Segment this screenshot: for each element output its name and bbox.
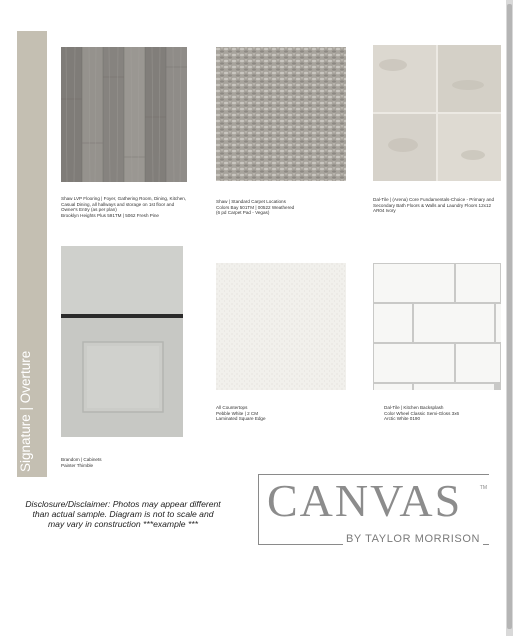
sidebar-label: Signature | Overture [18, 350, 33, 472]
vertical-scrollbar[interactable] [506, 0, 513, 636]
floor-tile-swatch [373, 45, 501, 181]
logo-byline: BY TAYLOR MORRISON [343, 533, 483, 545]
countertops-caption: All Countertops Pebble White | 2 CM Laminated Square Edge [216, 405, 266, 422]
disclaimer-text: Disclosure/Disclaimer: Photos may appear different than actual sample. Diagram is not to scale and may vary in construction ***example *** [25, 499, 221, 530]
countertops-swatch [216, 263, 346, 390]
backsplash-caption: Dal-Tile | Kitchen Backsplash Color Wheel Classic Semi-Gloss 3x6 Arctic White 0190 [384, 405, 460, 422]
lvp-flooring-swatch [61, 47, 187, 182]
lvp-flooring-caption: Shaw LVP Flooring | Foyer, Gathering Room, Dining, Kitchen, Casual Dining, all hallways and storage on 1st floor and Owner's Entry (as per plan) Brooklyn Heights Plus 591TM | 5062 Fresh Pine [61, 196, 187, 218]
cabinets-swatch [61, 246, 183, 437]
cabinets-caption: Brandom | Cabinets Painter Thimble [61, 457, 102, 468]
backsplash-swatch [373, 263, 501, 390]
carpet-swatch [216, 47, 346, 181]
cabinets-image [61, 246, 183, 437]
carpet-caption: Shaw | Standard Carpet Locations Colors Bay 501TM | 00522 Weathered (6 pd Carpet Pad - Vegas) [216, 199, 295, 216]
lvp-flooring-image [61, 47, 187, 182]
scrollbar-thumb[interactable] [507, 4, 512, 629]
logo-wordmark: CANVAS [267, 475, 463, 526]
logo-trademark: TM [479, 485, 487, 491]
carpet-image [216, 47, 346, 181]
countertops-image [216, 263, 346, 390]
canvas-logo [258, 474, 489, 545]
floor-tile-image [373, 45, 501, 181]
floor-tile-caption: Dal-Tile | (Arena) Core Fundamentals-Choice - Primary and Secondary Bath Floors & Walls and Laundry Floors 12x12 AR04 Ivory [373, 197, 495, 214]
backsplash-image [373, 263, 501, 390]
